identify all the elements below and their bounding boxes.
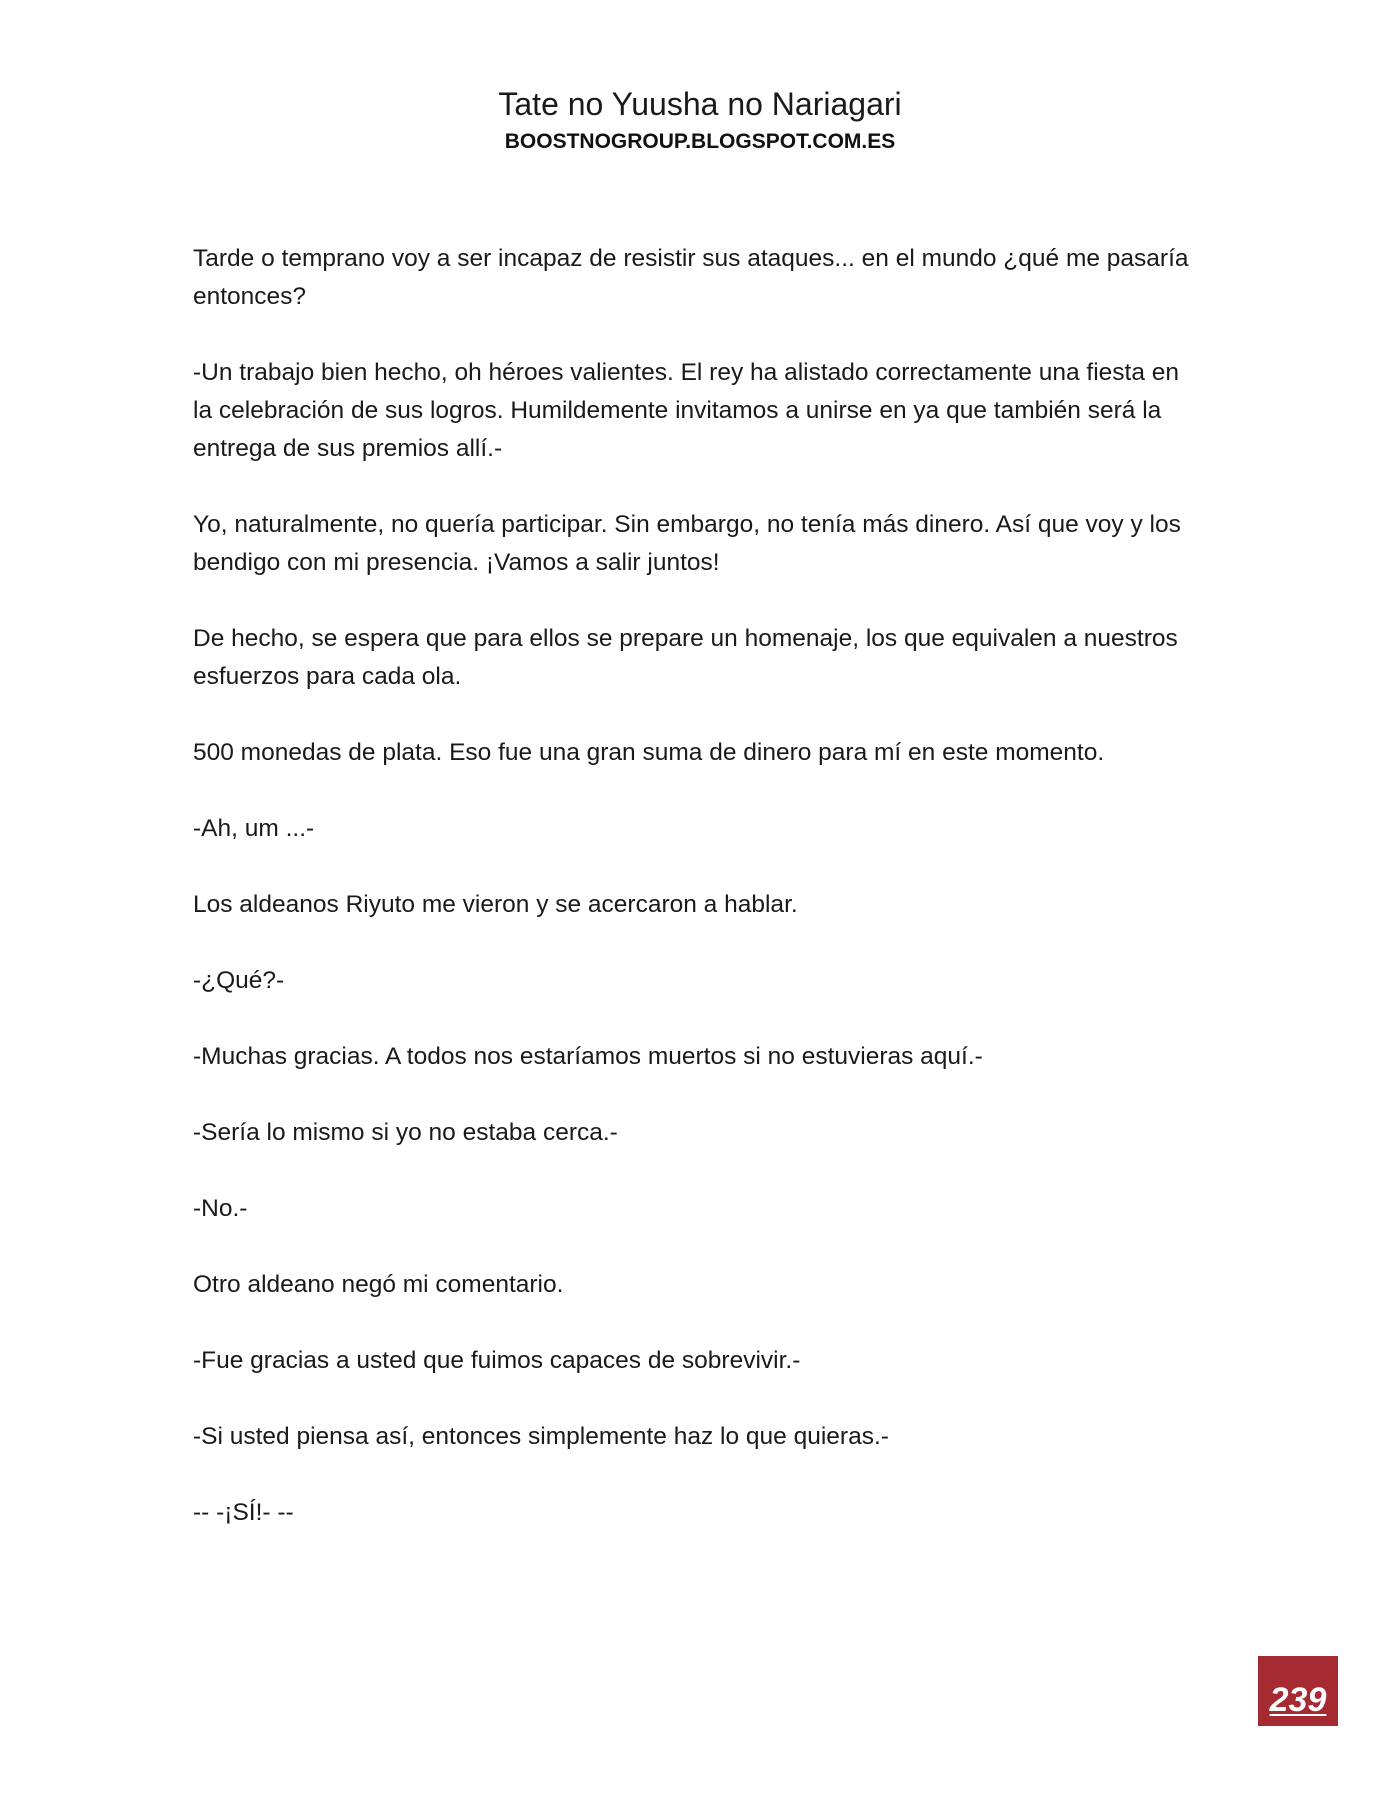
paragraph: -- -¡SÍ!- -- — [193, 1499, 294, 1526]
paragraph: -Muchas gracias. A todos nos estaríamos muertos si no estuvieras aquí.- — [193, 1043, 983, 1070]
document-subtitle: BOOSTNOGROUP.BLOGSPOT.COM.ES — [504, 130, 896, 153]
paragraph: -Ah, um ...- — [193, 815, 315, 842]
page-number: 239 — [1269, 1681, 1327, 1719]
paragraph: -Un trabajo bien hecho, oh héroes valientes. El rey ha alistado correctamente una fiesta en la celebración de sus logros. Humildemente invitamos a unirse en ya que también será la entrega de sus premios allí.- — [193, 359, 1180, 462]
page-header — [0, 84, 1400, 156]
page-number-badge — [1258, 1656, 1338, 1726]
paragraph: Otro aldeano negó mi comentario. — [193, 1271, 564, 1298]
paragraph: -¿Qué?- — [193, 967, 285, 994]
paragraph: Tarde o temprano voy a ser incapaz de resistir sus ataques... en el mundo ¿qué me pasaría entonces? — [193, 245, 1189, 310]
paragraph: 500 monedas de plata. Eso fue una gran suma de dinero para mí en este momento. — [193, 739, 1105, 766]
document-body — [193, 240, 1203, 1570]
document-title: Tate no Yuusha no Nariagari — [498, 86, 902, 122]
paragraph: -Sería lo mismo si yo no estaba cerca.- — [193, 1119, 618, 1146]
paragraph: -Fue gracias a usted que fuimos capaces de sobrevivir.- — [193, 1347, 801, 1374]
paragraph: Yo, naturalmente, no quería participar. Sin embargo, no tenía más dinero. Así que voy y los bendigo con mi presencia. ¡Vamos a salir juntos! — [193, 511, 1181, 576]
paragraph: -No.- — [193, 1195, 248, 1222]
paragraph: -Si usted piensa así, entonces simplemente haz lo que quieras.- — [193, 1423, 889, 1450]
paragraph: De hecho, se espera que para ellos se prepare un homenaje, los que equivalen a nuestros esfuerzos para cada ola. — [193, 625, 1178, 690]
paragraph: Los aldeanos Riyuto me vieron y se acercaron a hablar. — [193, 891, 798, 918]
